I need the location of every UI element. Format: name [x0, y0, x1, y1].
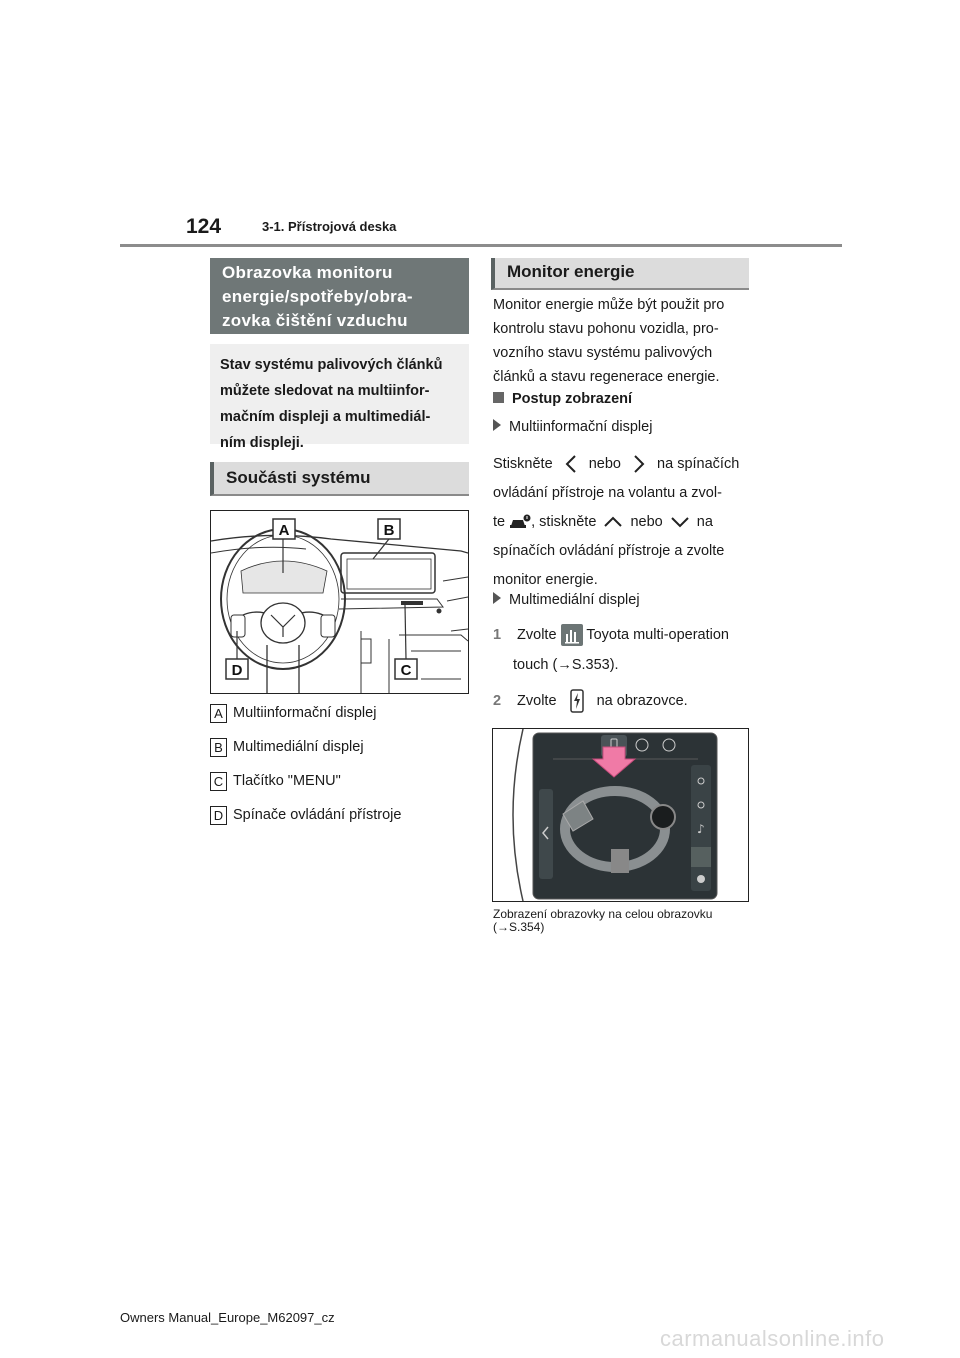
- chevron-up-icon: [600, 508, 626, 537]
- legend-text: Multiinformační displej: [233, 705, 377, 721]
- step-1-a: Zvolte: [517, 627, 557, 643]
- monitor-intro-line-3: vozního stavu systému palivových: [493, 345, 713, 361]
- triangle-bullet-icon: [493, 592, 501, 604]
- legend-letter: B: [210, 738, 227, 757]
- figure-label-c: C: [400, 662, 412, 679]
- caption-line-2: (→S.354): [493, 920, 545, 934]
- dashboard-figure: [210, 510, 469, 694]
- monitor-energy-heading: [491, 258, 749, 290]
- step-1-line-2: [493, 650, 763, 680]
- mid-line-3-c: nebo: [630, 514, 663, 530]
- mid-line-1-c: na spínačích: [657, 456, 740, 472]
- monitor-intro-line-2: kontrolu stavu pohonu vozidla, pro-: [493, 321, 719, 337]
- step-1-line-1: [493, 620, 763, 650]
- multimedia-screen-figure: [492, 728, 749, 902]
- step-1-c: touch (→S.353).: [513, 657, 619, 673]
- multimedia-screen-illustration: [493, 729, 748, 901]
- legend-row: [210, 804, 470, 826]
- mm-display-label: [493, 587, 640, 613]
- caption-line-1: Zobrazení obrazovky na celou obrazovku: [493, 907, 713, 921]
- legend-row: [210, 702, 470, 724]
- step-2-a: Zvolte: [517, 693, 557, 709]
- mid-line-1: [493, 450, 763, 479]
- chevron-right-icon: [625, 450, 653, 479]
- bar-chart-button-icon: [561, 624, 583, 646]
- dashboard-illustration: [211, 511, 468, 693]
- figure-label-b: B: [383, 522, 395, 539]
- components-heading-text: Součásti systému: [226, 468, 371, 487]
- left-heading: [210, 258, 469, 334]
- legend-text: Tlačítko "MENU": [233, 773, 341, 789]
- page-number: 124: [186, 215, 222, 238]
- mid-line-3-a: te: [493, 514, 506, 530]
- left-intro: [210, 344, 469, 451]
- legend-text: Spínače ovládání přístroje: [233, 807, 402, 823]
- chevron-left-icon: [557, 450, 585, 479]
- left-heading-line-1: Obrazovka monitoru: [222, 263, 393, 282]
- mid-line-1-a: Stiskněte: [493, 456, 553, 472]
- mm-display-label-text: Multimediální displej: [509, 592, 640, 608]
- mid-line-2: ovládání přístroje na volantu a zvol-: [493, 485, 722, 501]
- components-heading: [210, 462, 469, 496]
- legend-row: [210, 770, 470, 792]
- figure-legend: [210, 702, 470, 826]
- monitor-intro-line-4: článků a stavu regenerace energie.: [493, 369, 720, 385]
- procedure-heading: [493, 386, 632, 412]
- triangle-bullet-icon: [493, 419, 501, 431]
- mid-line-1-b: nebo: [588, 456, 621, 472]
- monitor-energy-heading-text: Monitor energie: [507, 262, 635, 281]
- mid-line-3: [493, 508, 763, 537]
- procedure-heading-text: Postup zobrazení: [512, 391, 633, 407]
- mid-line-3-b: , stiskněte: [531, 514, 597, 530]
- legend-row: [210, 736, 470, 758]
- step-1-b: Toyota multi-operation: [586, 627, 730, 643]
- section-title: 3-1. Přístrojová deska: [262, 219, 397, 234]
- vehicle-info-icon: [509, 508, 531, 537]
- legend-letter: C: [210, 772, 227, 791]
- figure-caption: [493, 908, 763, 934]
- mid-line-4: spínačích ovládání přístroje a zvolte: [493, 543, 725, 559]
- left-intro-line-3: mačním displeji a multimediál-: [220, 409, 431, 425]
- figure-label-d: D: [231, 662, 243, 679]
- left-intro-line-4: ním displeji.: [220, 435, 304, 451]
- legend-letter: A: [210, 704, 227, 723]
- header-rule: [120, 244, 842, 247]
- left-heading-line-2: energie/spotřeby/obra-: [222, 287, 413, 306]
- svg-text:♪: ♪: [697, 822, 705, 836]
- left-intro-line-2: můžete sledovat na multiinfor-: [220, 383, 430, 399]
- mid-display-label: [493, 414, 652, 440]
- left-heading-line-3: zovka čištění vzduchu: [222, 311, 408, 330]
- footer-text: Owners Manual_Europe_M62097_cz: [120, 1310, 335, 1325]
- legend-text: Multimediální displej: [233, 739, 364, 755]
- legend-letter: D: [210, 806, 227, 825]
- square-bullet-icon: [493, 392, 504, 403]
- step-1: [493, 620, 763, 680]
- watermark: carmanualsonline.info: [660, 1326, 885, 1351]
- left-intro-line-1: Stav systému palivových článků: [220, 357, 443, 373]
- step-2-number: 2: [493, 693, 502, 709]
- monitor-intro: [493, 293, 763, 389]
- mid-display-label-text: Multiinformační displej: [509, 419, 653, 435]
- step-2-b: na obrazovce.: [596, 693, 688, 709]
- figure-label-a: A: [278, 522, 290, 539]
- step-1-number: 1: [493, 627, 502, 643]
- mid-instructions: [493, 450, 763, 595]
- mid-line-3-d: na: [696, 514, 713, 530]
- chevron-down-icon: [667, 508, 693, 537]
- mid-line-5: monitor energie.: [493, 572, 598, 588]
- monitor-intro-line-1: Monitor energie může být použit pro: [493, 297, 725, 313]
- energy-monitor-icon: [561, 688, 593, 714]
- step-2: [493, 688, 688, 714]
